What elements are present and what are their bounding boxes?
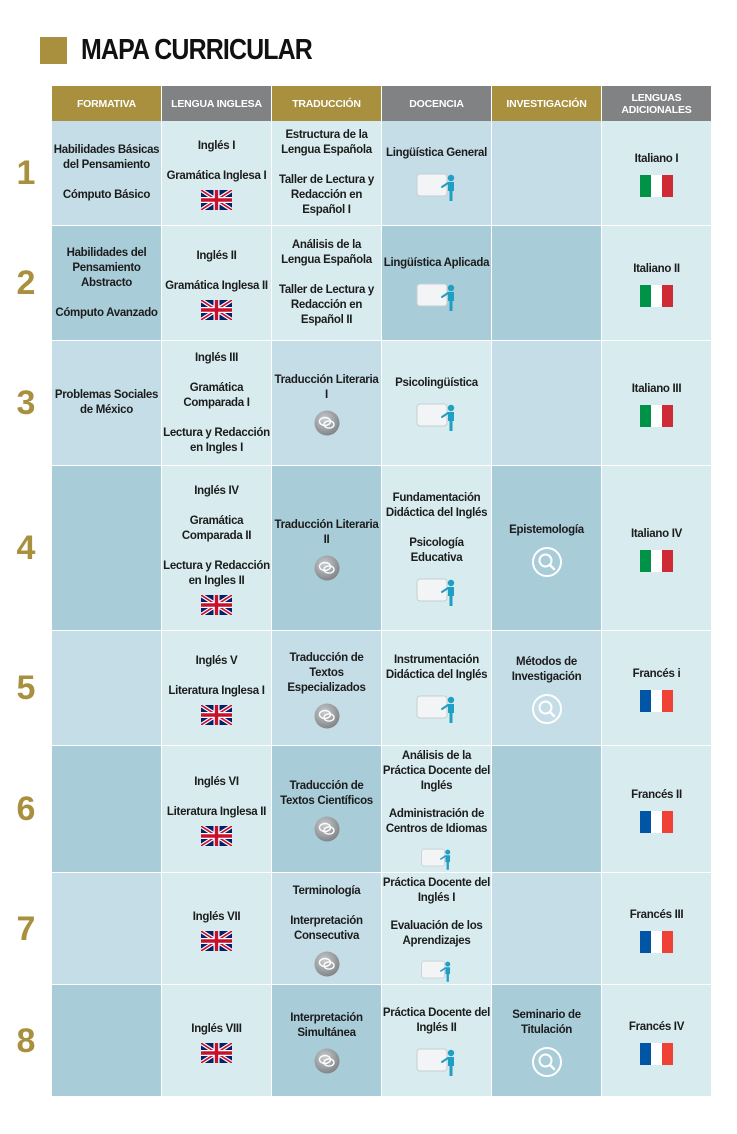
course-name: Epistemología (509, 523, 584, 536)
italy-flag-icon-stripe (651, 285, 662, 307)
course-name: Italiano II (633, 263, 680, 275)
course-name: Evaluación de los Aprendizajes (390, 919, 483, 947)
course-name: Administración de Centros de Idiomas (385, 807, 488, 835)
course-name: Lingüística General (385, 146, 488, 159)
course-name: Terminología (292, 884, 361, 897)
france-flag-icon-stripe (640, 931, 651, 953)
france-flag-icon-stripe (651, 1043, 662, 1065)
magnifier-icon (532, 694, 562, 724)
italy-flag-icon-stripe (640, 175, 651, 197)
course-name: Gramática Comparada II (181, 515, 252, 542)
cell-traduccion (272, 226, 381, 340)
france-flag-icon (640, 1043, 673, 1065)
semester-number: 3 (16, 384, 36, 422)
uk-flag-icon (201, 826, 232, 846)
course-name: Inglés IV (194, 485, 239, 497)
italy-flag-icon-stripe (640, 285, 651, 307)
course-name: Habilidades Básicas del Pensamiento (53, 144, 160, 171)
france-flag-icon-stripe (662, 1043, 673, 1065)
france-flag-icon (640, 690, 673, 712)
cell-ingles (162, 746, 271, 872)
cell-investigacion (492, 226, 601, 340)
italy-flag-icon-stripe (651, 550, 662, 572)
cell-formativa (52, 631, 161, 745)
column-header-formativa: FORMATIVA (52, 86, 161, 121)
cell-lenguas (602, 631, 711, 745)
italy-flag-icon-stripe (662, 175, 673, 197)
course-name: Francés IV (628, 1020, 685, 1033)
course-name: Italiano IV (630, 528, 683, 540)
france-flag-icon-stripe (640, 811, 651, 833)
course-name: Traducción de Textos Científicos (280, 780, 373, 807)
course-name: Inglés I (197, 140, 236, 152)
column-header-docencia: DOCENCIA (382, 86, 491, 121)
course-name: Cómputo Avanzado (55, 306, 158, 319)
cell-lenguas (602, 746, 711, 872)
semester-number: 1 (16, 154, 36, 192)
italy-flag-icon (640, 175, 673, 197)
cell-lenguas (602, 226, 711, 340)
france-flag-icon-stripe (651, 690, 662, 712)
course-name: Análisis de la Lengua Española (281, 239, 372, 266)
course-name: Lingüística Aplicada (383, 256, 490, 269)
teacher-board-icon (415, 846, 459, 872)
italy-flag-icon-stripe (662, 405, 673, 427)
italy-flag-icon-stripe (651, 175, 662, 197)
semester-number: 8 (16, 1021, 36, 1060)
chat-bubbles-icon (314, 555, 340, 581)
cell-formativa (52, 873, 161, 984)
cell-formativa (52, 341, 161, 465)
cell-formativa (52, 466, 161, 630)
cell-traduccion (272, 746, 381, 872)
cell-ingles (162, 873, 271, 984)
course-name: Taller de Lectura y Redacción en Español II (278, 284, 375, 326)
uk-flag-icon (201, 300, 232, 320)
cell-lenguas (602, 873, 711, 984)
course-name: Gramática Inglesa I (166, 170, 267, 182)
magnifier-icon (532, 1047, 562, 1077)
cell-formativa (52, 121, 161, 225)
column-header-traduccion: TRADUCCIÓN (272, 86, 381, 121)
course-name: Interpretación Consecutiva (290, 914, 363, 942)
course-name: Psicolingüística (395, 376, 478, 389)
course-name: Traducción de Textos Especializados (287, 651, 366, 694)
course-name: Traducción Literaria II (274, 519, 379, 546)
france-flag-icon (640, 931, 673, 953)
course-name: Fundamentación Didáctica del Inglés (385, 491, 488, 519)
course-name: Francés III (629, 908, 684, 921)
course-name: Habilidades del Pensamiento Abstracto (66, 246, 147, 289)
column-header-lenguas: LENGUAS ADICIONALES (602, 86, 711, 121)
teacher-board-icon (415, 692, 459, 726)
column-header-investigacion: INVESTIGACIÓN (492, 86, 601, 121)
italy-flag-icon (640, 550, 673, 572)
cell-docencia (382, 341, 491, 465)
course-name: Psicología Educativa (409, 536, 464, 564)
italy-flag-icon (640, 285, 673, 307)
cell-traduccion (272, 873, 381, 984)
course-name: Francés i (632, 668, 681, 680)
page-title: MAPA CURRICULAR (81, 33, 312, 66)
course-name: Problemas Sociales de México (54, 389, 159, 416)
france-flag-icon-stripe (662, 811, 673, 833)
cell-investigacion (492, 121, 601, 225)
course-name: Gramática Comparada I (183, 381, 250, 409)
semester-number: 7 (16, 909, 36, 948)
course-name: Italiano III (631, 383, 682, 395)
course-name: Métodos de Investigación (511, 656, 582, 683)
semester-number: 6 (16, 790, 36, 828)
france-flag-icon-stripe (651, 931, 662, 953)
cell-lenguas (602, 121, 711, 225)
cell-docencia (382, 466, 491, 630)
chat-bubbles-icon (314, 951, 340, 977)
course-name: Gramática Inglesa II (165, 280, 268, 292)
cell-ingles (162, 466, 271, 630)
course-name: Inglés VII (192, 910, 241, 923)
course-name: Interpretación Simultánea (290, 1011, 363, 1039)
cell-traduccion (272, 631, 381, 745)
course-name: Inglés V (195, 655, 238, 667)
cell-docencia (382, 746, 491, 872)
course-name: Práctica Docente del Inglés II (382, 1006, 491, 1034)
cell-investigacion (492, 341, 601, 465)
teacher-board-icon (415, 400, 459, 434)
teacher-board-icon (415, 280, 459, 314)
cell-docencia (382, 985, 491, 1096)
chat-bubbles-icon (314, 1048, 340, 1074)
france-flag-icon-stripe (662, 931, 673, 953)
course-name: Taller de Lectura y Redacción en Español I (278, 174, 375, 216)
cell-ingles (162, 341, 271, 465)
course-name: Literatura Inglesa I (168, 685, 265, 697)
cell-investigacion (492, 746, 601, 872)
uk-flag-icon (201, 1043, 232, 1063)
cell-docencia (382, 226, 491, 340)
uk-flag-icon (201, 190, 232, 210)
course-name: Literatura Inglesa II (166, 806, 267, 818)
teacher-board-icon (415, 575, 459, 609)
cell-ingles (162, 226, 271, 340)
semester-number: 4 (16, 529, 36, 567)
cell-traduccion (272, 341, 381, 465)
course-name: Traducción Literaria I (274, 374, 379, 401)
course-name: Instrumentación Didáctica del Inglés (385, 654, 488, 681)
course-name: Seminario de Titulación (512, 1008, 581, 1036)
cell-investigacion (492, 985, 601, 1096)
course-name: Inglés VI (194, 776, 239, 788)
italy-flag-icon-stripe (651, 405, 662, 427)
chat-bubbles-icon (314, 703, 340, 729)
course-name: Estructura de la Lengua Española (281, 129, 372, 156)
cell-formativa (52, 226, 161, 340)
italy-flag-icon-stripe (640, 550, 651, 572)
cell-lenguas (602, 466, 711, 630)
italy-flag-icon-stripe (662, 550, 673, 572)
chat-bubbles-icon (314, 816, 340, 842)
france-flag-icon-stripe (651, 811, 662, 833)
italy-flag-icon (640, 405, 673, 427)
course-name: Inglés II (196, 250, 237, 262)
france-flag-icon-stripe (640, 1043, 651, 1065)
magnifier-icon (532, 547, 562, 577)
cell-ingles (162, 631, 271, 745)
cell-docencia (382, 873, 491, 984)
uk-flag-icon (201, 705, 232, 725)
cell-traduccion (272, 466, 381, 630)
course-name: Análisis de la Práctica Docente del Inglés (382, 750, 491, 792)
course-name: Lectura y Redacción en Ingles II (163, 560, 270, 587)
cell-traduccion (272, 121, 381, 225)
chat-bubbles-icon (314, 410, 340, 436)
cell-ingles (162, 985, 271, 1096)
semester-number: 2 (16, 264, 36, 302)
france-flag-icon-stripe (662, 690, 673, 712)
cell-lenguas (602, 341, 711, 465)
column-header-ingles: LENGUA INGLESA (162, 86, 271, 121)
france-flag-icon (640, 811, 673, 833)
uk-flag-icon (201, 931, 232, 951)
uk-flag-icon (201, 595, 232, 615)
teacher-board-icon (415, 1045, 459, 1079)
cell-docencia (382, 121, 491, 225)
teacher-board-icon (415, 170, 459, 204)
cell-investigacion (492, 466, 601, 630)
italy-flag-icon-stripe (640, 405, 651, 427)
italy-flag-icon-stripe (662, 285, 673, 307)
course-name: Práctica Docente del Inglés I (382, 877, 491, 904)
semester-number: 5 (16, 669, 36, 707)
cell-investigacion (492, 631, 601, 745)
cell-formativa (52, 746, 161, 872)
cell-investigacion (492, 873, 601, 984)
course-name: Lectura y Redacción en Ingles I (163, 426, 270, 454)
cell-traduccion (272, 985, 381, 1096)
france-flag-icon-stripe (640, 690, 651, 712)
cell-formativa (52, 985, 161, 1096)
course-name: Francés II (631, 789, 682, 801)
course-name: Inglés III (194, 351, 238, 364)
course-name: Inglés VIII (191, 1022, 242, 1035)
course-name: Cómputo Básico (62, 189, 151, 201)
teacher-board-icon (415, 958, 459, 984)
cell-ingles (162, 121, 271, 225)
course-name: Italiano I (634, 153, 679, 165)
cell-lenguas (602, 985, 711, 1096)
cell-docencia (382, 631, 491, 745)
